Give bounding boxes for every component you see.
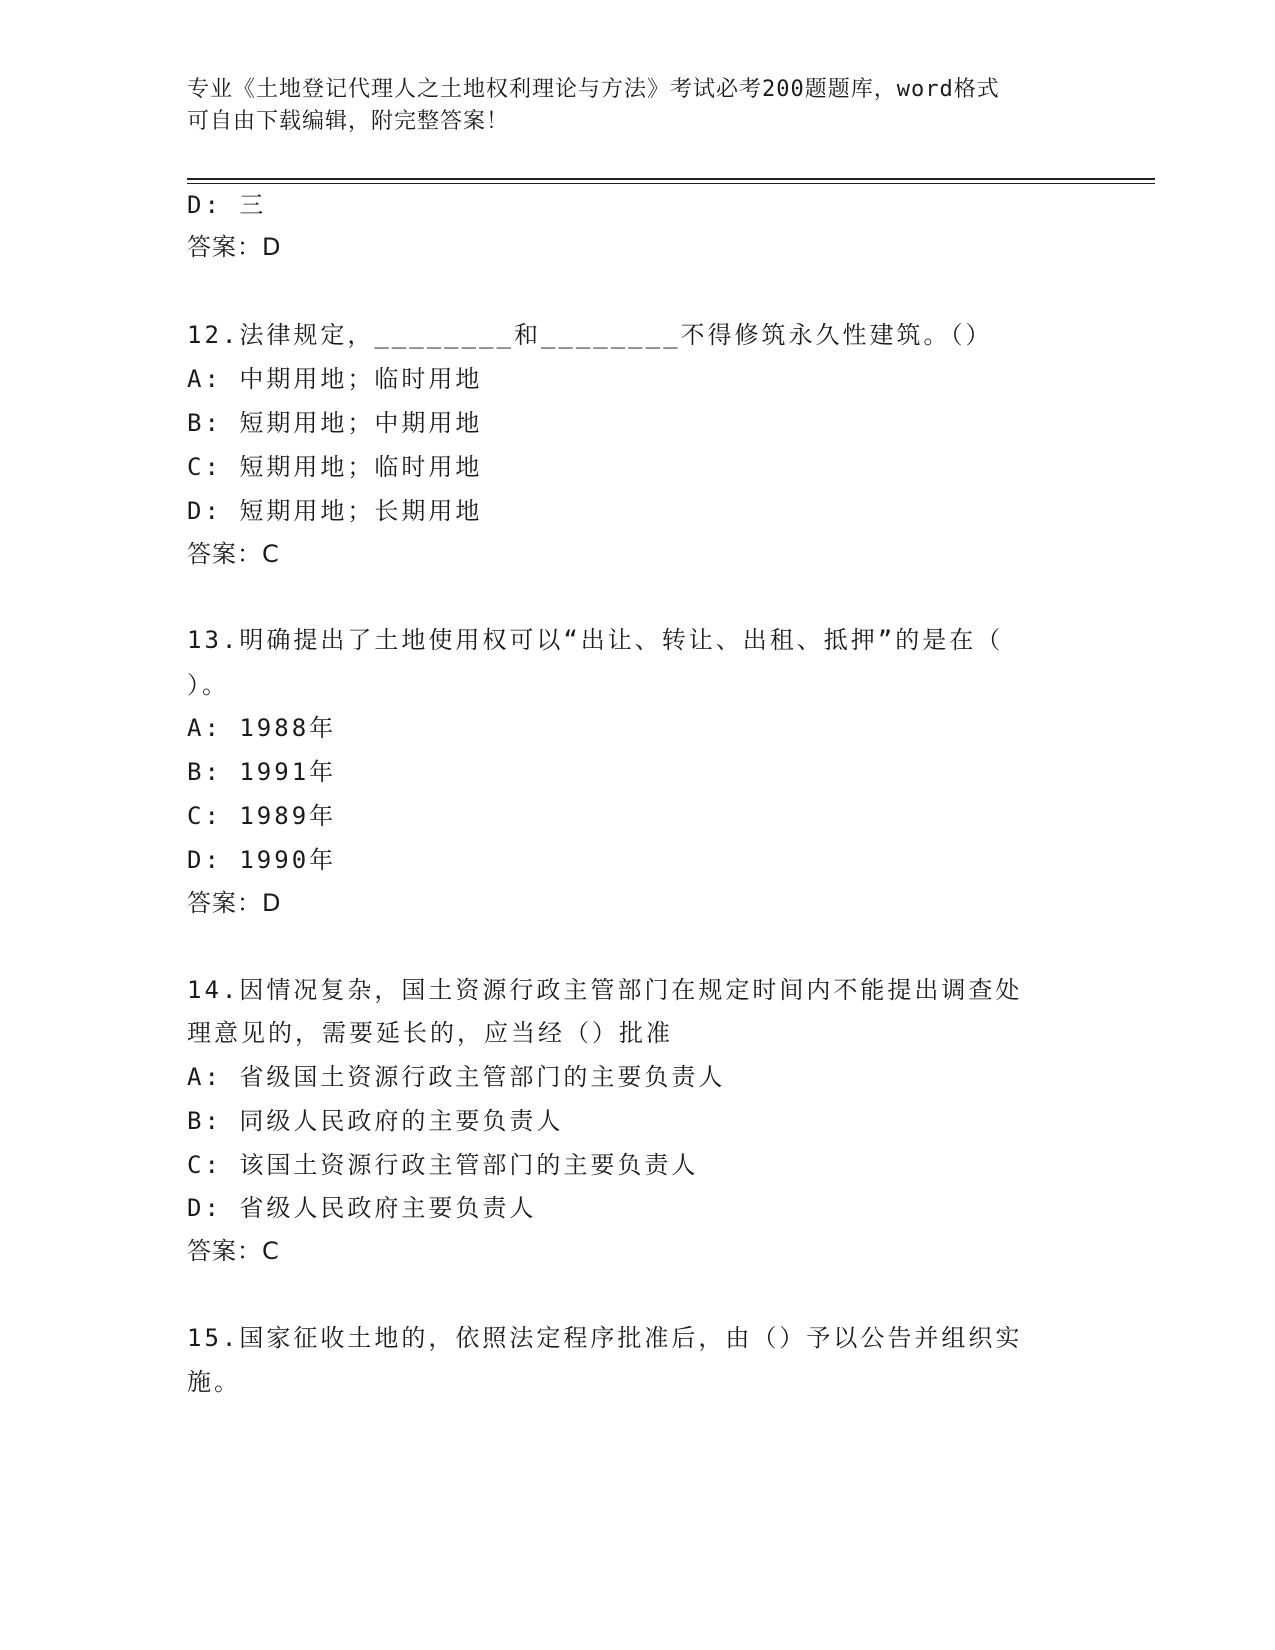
question-12-stem: 12.法律规定，________和________不得修筑永久性建筑。（） xyxy=(187,321,993,349)
question-13-stem-line-2: ）。 xyxy=(187,671,229,699)
question-13-option-b: B: 1991年 xyxy=(187,758,337,786)
question-13-option-a: A: 1988年 xyxy=(187,714,337,742)
question-14-answer: 答案：C xyxy=(187,1237,280,1265)
question-12-option-b: B: 短期用地；中期用地 xyxy=(187,409,483,437)
header-line-1: 专业《土地登记代理人之土地权利理论与方法》考试必考200题题库，word格式 xyxy=(187,77,1000,102)
document-header xyxy=(187,74,1087,138)
question-13-option-c: C: 1989年 xyxy=(187,802,337,830)
prev-option-d: D: 三 xyxy=(187,191,267,219)
question-12-option-a: A: 中期用地；临时用地 xyxy=(187,365,483,393)
header-line-2: 可自由下载编辑，附完整答案！ xyxy=(187,109,510,134)
question-13-answer: 答案：D xyxy=(187,889,282,917)
prev-answer: 答案：D xyxy=(187,233,282,261)
question-13-stem-line-1: 13.明确提出了土地使用权可以“出让、转让、出租、抵押”的是在（ xyxy=(187,626,1004,654)
question-12-answer: 答案：C xyxy=(187,540,280,568)
question-12-option-d: D: 短期用地；长期用地 xyxy=(187,497,483,525)
question-14-option-a: A: 省级国土资源行政主管部门的主要负责人 xyxy=(187,1063,726,1091)
header-divider-thin xyxy=(187,183,1155,184)
question-14-stem-line-1: 14.因情况复杂，国土资源行政主管部门在规定时间内不能提出调查处 xyxy=(187,976,1023,1004)
question-15-stem-line-1: 15.国家征收土地的，依照法定程序批准后，由（）予以公告并组织实 xyxy=(187,1324,1023,1352)
question-15-stem-line-2: 施。 xyxy=(187,1368,241,1396)
question-14-option-d: D: 省级人民政府主要负责人 xyxy=(187,1194,537,1222)
question-14-option-c: C: 该国土资源行政主管部门的主要负责人 xyxy=(187,1151,699,1179)
question-14-stem-line-2: 理意见的，需要延长的，应当经（）批准 xyxy=(187,1019,673,1047)
header-divider-thick xyxy=(187,178,1155,180)
question-14-option-b: B: 同级人民政府的主要负责人 xyxy=(187,1107,564,1135)
question-12-option-c: C: 短期用地；临时用地 xyxy=(187,453,483,481)
question-13-option-d: D: 1990年 xyxy=(187,846,337,874)
